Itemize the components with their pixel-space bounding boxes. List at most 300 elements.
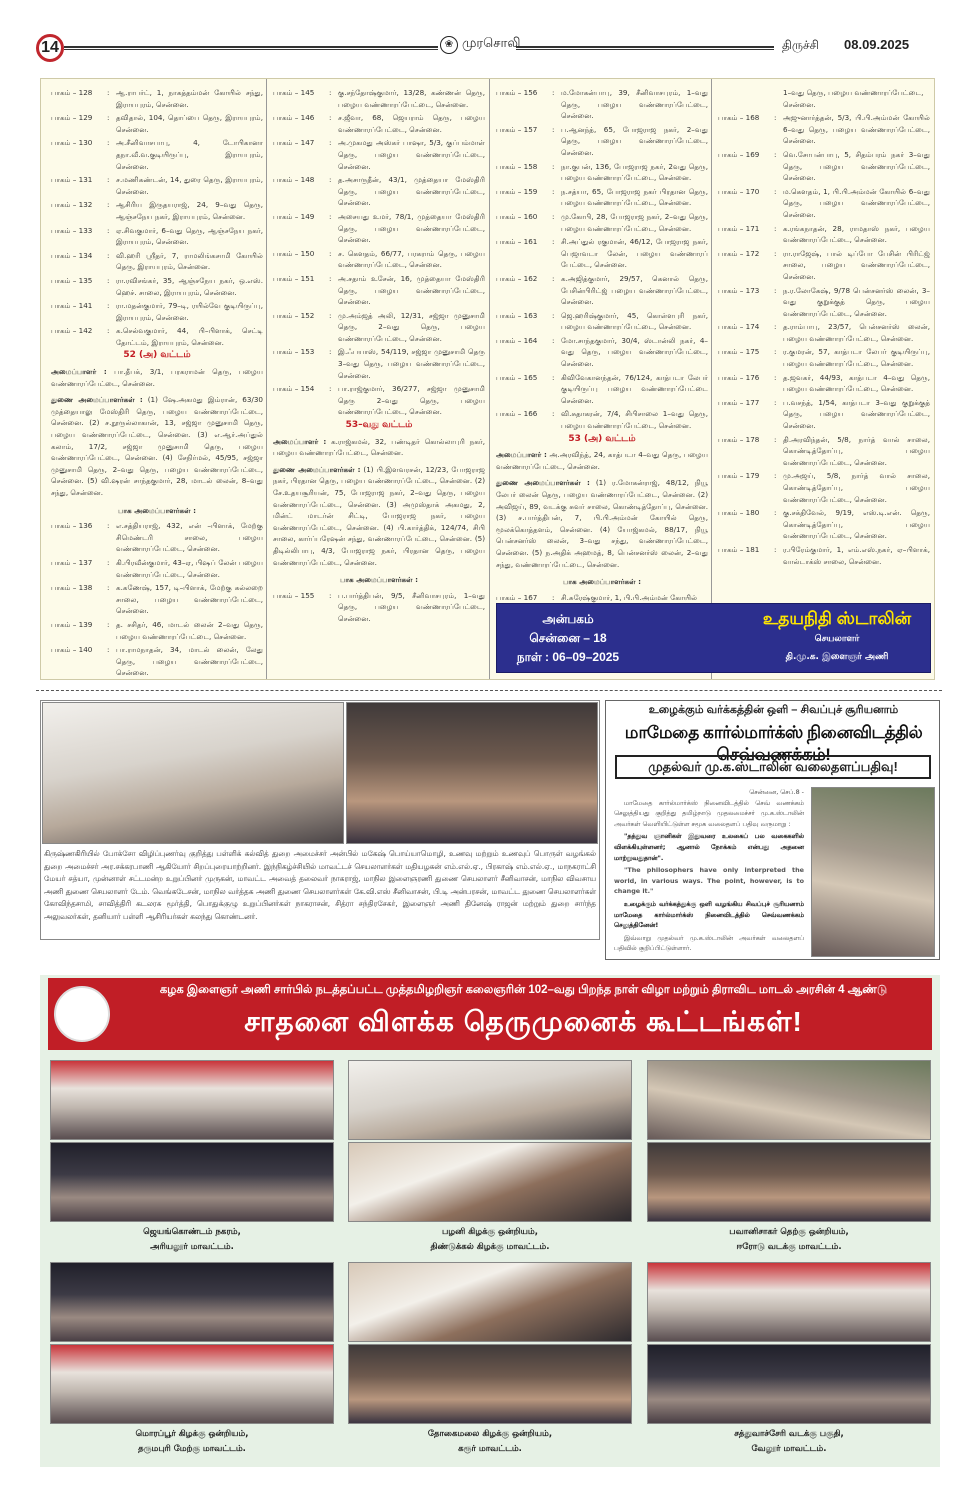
booth-label: பாகம் – 164 [496, 335, 538, 345]
booth-label: பாகம் – 131 [51, 175, 93, 185]
booth-organizer: ப.பார்த்திபன், 9/5, சீனிவாசபுரம், 1–வது தெரு, பழைய வண்ணாரப்பேட்டை, சென்னை. [338, 590, 485, 623]
booth-entry [496, 236, 708, 271]
signature-line: நாள் : 06–09–2025 [516, 650, 620, 664]
booth-entry [718, 434, 930, 469]
booth-entry [718, 112, 930, 147]
booth-label: பாகம் – 172 [718, 248, 760, 258]
caption-line: வேலூர் மாவட்டம். [751, 1444, 827, 1454]
booth-entry [718, 507, 930, 542]
booth-organizer: மு.அம்ஜத் அலி, 12/31, சஜ்ஜா முனுசாமி தெரு, 2–வது தெரு, பழைய வண்ணாரப்பேட்டை, சென்னை. [338, 310, 485, 343]
page-header [36, 32, 942, 62]
separator: : [329, 88, 332, 97]
booth-label: பாகம் – 149 [273, 211, 315, 221]
separator: : [329, 113, 332, 123]
separator: : [329, 347, 332, 357]
article-subhead: முதல்வர் மு.க.ஸ்டாலின் வலைதளப்பதிவு! [615, 755, 931, 779]
booth-label: பாகம் – 171 [718, 223, 760, 233]
booth-organizer: கு.சக்திவேல், 9/19, எஸ்.டி.என். தெரு, கொண்டித்தோப்பு, பழைய வண்ணாரப்பேட்டை, சென்னை. [783, 508, 930, 541]
booth-organizer: இ.ஃபயாஸ், 54/119, சஜ்ஜா முனுசாமி தெரு 3–வது தெரு, பழைய வண்ணாரப்பேட்டை, சென்னை. [338, 347, 485, 380]
booth-entry [51, 582, 263, 617]
booth-label: பாகம் – 146 [273, 113, 315, 123]
separator: : [107, 301, 110, 311]
booth-entry [273, 310, 485, 345]
booth-organizer: ரா.மதன்குமார், 79–டி, ரயில்வே குடியிருப்பு, இராயபுரம், சென்னை. [116, 301, 263, 322]
signature-line: அன்பகம் [542, 612, 594, 626]
booth-label: பாகம் – 161 [496, 237, 538, 247]
signatory-role: செயலாளர் [814, 634, 860, 644]
organizer-paragraph [496, 449, 708, 472]
booth-entry [273, 87, 485, 110]
booth-organizer: ம.கௌதம், 1, பி.பி.அம்மன் கோயில் 6–வது தெரு, பழைய வண்ணாரப்பேட்டை, சென்னை. [783, 186, 930, 219]
booth-organizer: கு.சந்தோஷ்குமார், 13/28, கண்ணன் தெரு, பழைய வண்ணாரப்பேட்டை, சென்னை. [338, 88, 485, 109]
booth-label: பாகம் – 134 [51, 250, 93, 260]
separator: : [552, 124, 555, 134]
organizer-details: (1) ர.மோகன்ராஜ், 48/12, நியூ லேபர் லைன் தெரு, பழைய வண்ணாரப்பேட்டை, சென்னை. (2) அவிஜய், 89, வடக்கு சுவர் சாலை, கொண்டித்தோப்பு, சென்னை. (3) ச.பார்த்திபன், 7, பி.பி.அம்மன் கோயில் தெரு, மூலக்கொத்தளம், சென்னை. (4) யோஜ்கமல், 88/17, நியூ பென்சனர்ஸ் லைன், 3–வது சந்து, வண்ணாரப்பேட்டை, சென்னை. (5) ந.அதிக் அஹமத், 8, பென்சனர்ஸ் லைன், 2–வது சந்து, வண்ணாரப்பேட்டை, சென்னை. [496, 478, 708, 569]
organizers-list-section [40, 78, 935, 680]
organizer-details: (1) பி.இளவரசன், 12/23, போஜராஜ நகர், பிரதான தெரு, பழைய வண்ணாரப்பேட்டை, சென்னை. (2) சே.உதயசூரியன், 75, போஜராஜ நகர், 2–வது தெரு, பழைய வண்ணாரப்பேட்டை, சென்னை. (3) அமுஸ்தாக் அகமது, 2, மின்ட் மாடர்ன் சிட்டி, போஜராஜ நகர், பழைய வண்ணாரப்பேட்டை, சென்னை. (4) பி.கார்த்திக், 124/74, சிபி சாலை, கார்ப்பரேஷன் சந்து, வண்ணாரப்பேட்டை, சென்னை. (5) திடில்லிபாபு, 4/3, போஜராஜ நகர், பிரதான தெரு, பழைய வண்ணாரப்பேட்டை, சென்னை. [273, 464, 485, 567]
separator: : [107, 113, 110, 123]
booth-entry [51, 112, 263, 135]
photo-marx-memorial [811, 787, 935, 957]
booth-entry [496, 87, 708, 122]
booth-organizer: நா.குபன், 136, போஜராஜ நகர், 2வது தெரு, பழைய வண்ணாரப்பேட்டை, சென்னை. [561, 161, 708, 183]
article-headline: மாமேதை கார்ல்மார்க்ஸ் நினைவிடத்தில் செவ்வணக்கம்! [624, 723, 923, 764]
booth-entry [496, 372, 708, 407]
meeting-photo [348, 1344, 632, 1424]
booth-label: பாகம் – 160 [496, 211, 538, 221]
booth-entry [718, 149, 930, 184]
booth-entry [51, 174, 263, 197]
column-divider [266, 79, 267, 679]
organizer-paragraph [273, 464, 485, 568]
separator: : [107, 619, 110, 629]
booth-organizer: ச.ஜீவா, 68, ஜெயராம் தெரு, பழைய வண்ணாரப்பேட்டை, சென்னை. [338, 113, 485, 134]
booth-organizer: ச.மணிகண்டன், 14, துரை தெரு, இராயபுரம், சென்னை. [116, 175, 263, 196]
booth-entry [51, 520, 263, 555]
drum-logo-icon: ❀ [440, 36, 458, 54]
booth-label: பாகம் – 153 [273, 347, 315, 357]
separator: : [552, 88, 555, 97]
ward-heading: 53–வது வட்டம் [345, 420, 413, 431]
booth-organizer: தவிதால், 104, தொப்பை தெரு, இராயபுரம், சென்னை. [116, 113, 263, 134]
signature-box [496, 603, 931, 673]
organizer-details: க.ராஜ்கமல், 32, பண்டிதர் கொல்லாபுரி நகர், பழைய வண்ணாரப்பேட்டை, சென்னை. [273, 436, 485, 458]
booth-entry [273, 273, 485, 308]
separator: : [329, 175, 332, 185]
booth-organizer: க.ரங்கநாதன், 28, ராமதாஸ் நகர், பழைய வண்ணாரப்பேட்டை, சென்னை. [783, 223, 930, 245]
meeting-photo [647, 1060, 931, 1140]
booth-organizer: க.அஜித்குமார், 29/57, கெனால் தெரு, பேசின்பிரிட்ஜ் பழைய வண்ணாரப்பேட்டை, சென்னை. [561, 273, 708, 307]
separator: : [107, 175, 110, 185]
booth-label: பாகம் – 180 [718, 508, 760, 518]
booth-entry [273, 248, 485, 271]
booth-label: பாகம் – 157 [496, 124, 538, 134]
booth-organizer: ர.பிரேம்குமார், 1, எம்.எஸ்.நகர், ஏ–பிளாக், வால்டாக்ஸ் சாலை, சென்னை. [783, 544, 930, 566]
booth-label: பாகம் – 135 [51, 275, 93, 285]
signature-line: சென்னை – 18 [529, 631, 607, 645]
separator: : [552, 409, 555, 419]
booth-label: பாகம் – 129 [51, 113, 93, 123]
separator: : [552, 237, 555, 247]
paragraph: உழைக்கும் வர்க்கத்துக்கு ஒளி வழங்கிய சிவப்புச் சூரியனாம் மாமேதை கார்ல்மார்க்ஸ் நினைவிடத்தில் செவ்வணக்கம் செலுத்தினேன்! [614, 899, 804, 930]
banner-title: சாதனை விளக்க தெருமுனைக் கூட்டங்கள்! [244, 1006, 803, 1037]
booth-entry [273, 174, 485, 209]
role-label: அமைப்பாளர் : [496, 450, 547, 460]
photo-caption [50, 1225, 334, 1255]
booth-organizer: மு.கோபி, 28, போஜராஜ நகர், 2–வது தெரு, பழைய வண்ணாரப்பேட்டை, சென்னை. [561, 211, 708, 233]
booth-organizer: பா.ராமநாதன், 34, மாடல் லைன், லேது தெரு, பழைய வண்ணாரப்பேட்டை, சென்னை. [116, 645, 263, 678]
booth-entry [718, 223, 930, 246]
separator: : [552, 161, 555, 171]
booth-organizer: த.ராம்பாபு, 23/57, பென்சனர்ஸ் லைன், பழைய வண்ணாரப்பேட்டை, சென்னை. [783, 322, 930, 343]
booth-label: பாகம் – 133 [51, 225, 93, 235]
paragraph: மாமேதை கார்ல்மார்க்ஸ் நினைவிடத்தில் செவ் வணக்கம் செலுத்தியது குறித்து தமிழ்நாடு முதலமைச்சர் மு.க.ஸ்டாலின் அவர்கள் வெளியிட்டுள்ள சமூக வலைதளப் பதிவு வருமாறு : [614, 798, 804, 828]
photo-caption [348, 1225, 632, 1255]
subheading: பாக அமைப்பாளர்கள் : [118, 505, 196, 515]
text-column [273, 87, 485, 627]
booth-organizer: க.கணேஷ், 157, டி–பிளாக், மேற்கு கல்லறை சாலை, பழைய வண்ணாரப்பேட்டை, சென்னை. [116, 583, 263, 616]
role-label: துணை அமைப்பாளர்கள் : [496, 478, 590, 488]
booth-entry [496, 186, 708, 209]
booth-label: பாகம் – 145 [273, 88, 315, 97]
separator: : [107, 225, 110, 235]
booth-label: பாகம் – 147 [273, 138, 315, 148]
booth-entry [273, 137, 485, 172]
photo-caption [647, 1225, 931, 1255]
separator: : [774, 113, 777, 123]
booth-label: பாகம் – 162 [496, 273, 538, 283]
booth-label: பாகம் – 159 [496, 186, 538, 196]
signatory [747, 608, 927, 666]
booth-organizer: அ.சதாம் உசேன், 16, முத்தையா மேஸ்திரி தெரு, பழைய வண்ணாரப்பேட்டை, சென்னை. [338, 273, 485, 307]
booth-label: பாகம் – 130 [51, 138, 93, 148]
role-label: துணை அமைப்பாளர்கள் : [273, 464, 361, 474]
text-column [51, 87, 263, 681]
booth-organizer: வி.சுதாகரன், 7/4, சிபிசாலை 1–வது தெரு, பழைய வண்ணாரப்பேட்டை, சென்னை. [561, 409, 708, 431]
booth-label: பாகம் – 168 [718, 113, 760, 123]
separator: : [107, 250, 110, 260]
dateline: சென்னை, செப்.8 - [749, 788, 804, 796]
booth-entry [273, 590, 485, 625]
booth-entry [51, 557, 263, 580]
column-divider [711, 79, 712, 679]
meeting-photo [50, 1262, 334, 1342]
booth-label: பாகம் – 150 [273, 248, 315, 258]
booth-label: பாகம் – 176 [718, 372, 760, 382]
booth-label: பாகம் – 132 [51, 200, 93, 210]
caption-line: ஜெயங்கொண்டம் நகரம், [143, 1227, 241, 1237]
separator: : [774, 372, 777, 382]
booth-entry [496, 592, 708, 604]
role-label: அமைப்பாளர் : [51, 367, 107, 377]
marx-article [605, 700, 940, 960]
photo-caption [50, 1427, 334, 1457]
caption-line: பவானிசாகர் தெற்கு ஒன்றியம், [729, 1227, 849, 1237]
booth-entry [51, 644, 263, 679]
booth-label: பாகம் – 148 [273, 175, 315, 185]
ward-heading: 52 (அ) வட்டம் [123, 350, 191, 361]
booth-label: பாகம் – 181 [718, 544, 760, 554]
separator: : [329, 248, 332, 258]
organizer-paragraph [273, 436, 485, 459]
booth-entry [273, 383, 485, 418]
booth-label: பாகம் – 165 [496, 372, 538, 382]
booth-label: பாகம் – 167 [496, 592, 538, 602]
separator: : [774, 322, 777, 332]
booth-organizer: ந.சத்யா, 65, போஜராஜ நகர் பிரதான தெரு, பழைய வண்ணாரப்பேட்டை, சென்னை. [561, 186, 708, 208]
booth-entry [718, 372, 930, 395]
booth-label: பாகம் – 151 [273, 273, 315, 283]
separator: : [107, 583, 110, 593]
booth-entry [273, 211, 485, 246]
booth-organizer: கி.பிரவீன்குமார், 43–ஏ, பிஷப் லேன் பழைய வண்ணாரப்பேட்டை, சென்னை. [116, 557, 263, 579]
booth-label: பாகம் – 179 [718, 471, 760, 481]
booth-label: பாகம் – 158 [496, 161, 538, 171]
booth-label: பாகம் – 174 [718, 322, 760, 332]
caption-line: அரியலூர் மாவட்டம். [150, 1242, 234, 1252]
booth-entry [51, 87, 263, 110]
caption-line: தருமபுரி மேற்கு மாவட்டம். [138, 1444, 246, 1454]
caption-line: ஈரோடு வடக்கு மாவட்டம். [736, 1242, 842, 1252]
separator: : [107, 88, 110, 97]
booth-organizer: ரா.ரவிசங்கர், 35, ஆஞ்சநேய நகர், ஒ.எஸ். ஹெச். சாலை, இராயபுரம், சென்னை. [116, 275, 263, 297]
meeting-photo [348, 1262, 632, 1342]
booth-entry [51, 619, 263, 642]
booth-label: பாகம் – 163 [496, 310, 538, 320]
booth-label: பாகம் – 138 [51, 583, 93, 593]
booth-label: பாகம் – 137 [51, 557, 93, 567]
separator: : [774, 544, 777, 554]
booth-organizer: ம.மோகன்பாபு, 39, சீனிவாசபுரம், 1–வது தெரு, பழைய வண்ணாரப்பேட்டை, சென்னை. [561, 88, 708, 121]
booth-organizer: கிவிவேகானந்தன், 76/124, காத்படா லேபர் குடியிருப்பு பழைய வண்ணாரப்பேட்டை சென்னை. [561, 372, 708, 405]
role-label: அமைப்பாளர் : [273, 436, 327, 446]
meeting-photo [647, 1344, 931, 1424]
booth-organizer: த.ஜவகர், 44/93, காத்படா 4–வது தெரு, பழைய வண்ணாரப்பேட்டை, சென்னை. [783, 372, 930, 394]
booth-label: பாகம் – 154 [273, 384, 315, 394]
separator: : [107, 275, 110, 285]
newspaper-name: முரசொலி [462, 36, 521, 51]
separator: : [552, 310, 555, 320]
separator: : [774, 186, 777, 196]
separator: : [552, 592, 555, 602]
meeting-photo [50, 1344, 334, 1424]
booth-organizer: சி.அப்துல் ரகுமான், 46/12, போஜராஜ நகர், பெஜாவடா லேன், பழைய வண்ணாரப் பேட்டை, சென்னை. [561, 237, 708, 270]
booth-organizer: பா.ராஜ்குமார், 36/277, சஜ்ஜா முனுசாமி தெரு 2–வது தெரு, பழைய வண்ணாரப்பேட்டை, சென்னை. [338, 384, 485, 417]
booth-label: பாகம் – 128 [51, 88, 93, 97]
booth-organizer: அஜுனார்த்தன், 5/3, பி.பி.அம்மன் கோயில் 6–வது தெரு, பழைய வண்ணாரப்பேட்டை, சென்னை. [783, 113, 930, 146]
separator: : [774, 285, 777, 295]
booth-label: பாகம் – 178 [718, 434, 760, 444]
booth-label: பாகம் – 140 [51, 645, 93, 655]
booth-organizer: ப.வசந்த், 1/54, காத்படா 3–வது குறுக்குத் தெரு, பழைய வண்ணாரப்பேட்டை, சென்னை. [783, 397, 930, 431]
separator: : [107, 557, 110, 567]
separator: : [107, 326, 110, 336]
booth-label: பாகம் – 141 [51, 301, 93, 311]
organizer-details: (1) ஷே.அகமது இம்ரான், 63/30 முத்தையாலு மேஸ்திரி தெரு, பழைய வண்ணாரப்பேட்டை, சென்னை. (2) ச.நூருல்லாகான், 13, சஜ்ஜா முனுசாமி தெரு, பழைய வண்ணாரப்பேட்டை, சென்னை. (3) எ.ஆர்.அப்துல் கலாம், 17/2, சஜ்ஜா முனுசாமி தெரு, பழைய வண்ணாரப்பேட்டை, சென்னை. (4) சேநிர்மல், 45/95, சஜ்ஜா முனுசாமி தெரு, 2–வது தெரு, பழைய வண்ணாரப்பேட்டை, சென்னை. (5) வி.ஷரன் சாந்தகுமார், 28, மாடல் லைன், 8–வது சந்து, சென்னை. [51, 395, 263, 497]
booth-organizer: அசையது உமர், 78/1, முத்தையா மேஸ்திரி தெரு, பழைய வண்ணாரப்பேட்டை, சென்னை. [338, 211, 485, 245]
booth-entry [51, 325, 263, 348]
booth-organizer: மோ.சாந்தகுமார், 30/4, ஸ்டான்லி நகர், 4–வது தெரு, பழைய வண்ணாரப்பேட்டை, சென்னை. [561, 335, 708, 369]
booth-organizer: வி.ஹரி ஸ்ரீதர், 7, ராமலிங்கசாமி கோயில் தெரு, இராயபுரம், சென்னை. [116, 250, 263, 272]
separator: : [774, 434, 777, 444]
subheading: பாக அமைப்பாளர்கள் : [563, 577, 641, 587]
booth-entry [718, 346, 930, 369]
booth-organizer: ப.ஆனந்த், 65, போஜராஜ நகர், 2–வது தெரு, பழைய வண்ணாரப்பேட்டை, சென்னை. [561, 124, 708, 157]
booth-entry [51, 250, 263, 273]
youth-wing-logo-icon [54, 986, 110, 1042]
booth-organizer: த.அசாருதீன், 43/1, முத்தையா மேஸ்திரி தெரு, பழைய வண்ணாரப்பேட்டை, சென்னை. [338, 175, 485, 208]
separator: : [552, 211, 555, 221]
separator: : [774, 223, 777, 233]
quote-tamil: "தத்துவ ஞானிகள் இதுவரை உலகைப் பல வகைகளில் விளக்கியுள்ளனர்; ஆனால் நோக்கம் என்பது அதனை மாற்றுவதுதான்". [614, 832, 804, 862]
booth-organizer: ச. கௌதம், 66/77, பரகராம் தெரு, பழைய வண்ணாரப்பேட்டை, சென்னை. [338, 248, 485, 270]
organizer-paragraph [496, 477, 708, 570]
booth-organizer: சி.சுரேஷ்குமார், 1, பி.பி.அம்மன் கோயில் [561, 592, 698, 602]
header-rule [516, 46, 774, 50]
edition-date: 08.09.2025 [844, 37, 910, 52]
booth-entry [496, 273, 708, 308]
booth-entry [273, 346, 485, 381]
booth-organizer: த. சசிதர், 46, மாடல் லைன் 2–வது தெரு, பழைய வண்ணாரப்பேட்டை, சென்னை. [116, 619, 263, 641]
booth-organizer: ஜெ.ஹரிஷ்குமார், 45, கொள்ளபுரி நகர், பழைய வண்ணாரப்பேட்டை, சென்னை. [561, 310, 708, 332]
separator: : [107, 200, 110, 210]
booth-organizer: ந.ர.லோகேஷ், 9/78 பென்சனர்ஸ் லைன், 3–வது குறுக்குத் தெரு, பழைய வண்ணாரப்பேட்டை, சென்னை. [783, 285, 930, 318]
booth-label: பாகம் – 173 [718, 285, 760, 295]
booth-label: பாகம் – 169 [718, 149, 760, 159]
article-kicker: உழைக்கும் வர்க்கத்தின் ஒளி – சிவப்புச் சூரியனாம் [648, 704, 899, 716]
booth-organizer: ஆ.ராபர்ட், 1, நாகத்தம்மன் கோயில் சந்து, இராயபுரம், சென்னை. [116, 88, 263, 109]
separator: : [329, 310, 332, 320]
booth-label: பாகம் – 177 [718, 397, 760, 407]
booth-label: பாகம் – 142 [51, 326, 93, 336]
caption-line: கரூர் மாவட்டம். [458, 1444, 522, 1454]
booth-entry [496, 310, 708, 333]
booth-entry [51, 275, 263, 298]
booth-organizer: அ.சீனிவாசபாபு, 4, டோபிகானா தநா.வீ.வ.குடியிருப்பு, இராயபுரம், சென்னை. [116, 138, 263, 171]
role-label: துணை அமைப்பாளர்கள் : [51, 395, 143, 405]
header-rule [64, 46, 438, 50]
booth-label: பாகம் – 152 [273, 310, 315, 320]
booth-entry [51, 199, 263, 222]
booth-entry [496, 335, 708, 370]
signature-place-date [503, 610, 633, 667]
caption-line: பழனி கிழக்கு ஒன்றியம், [441, 1227, 539, 1237]
booth-entry [718, 470, 930, 505]
photo-audience [346, 702, 598, 844]
signatory-org: தி.மு.க. இளைஞர் அணி [785, 652, 889, 662]
separator: : [329, 384, 332, 394]
section-divider [36, 690, 942, 691]
organizer-paragraph [51, 394, 263, 498]
separator: : [774, 471, 777, 481]
article-body [614, 787, 804, 956]
booth-organizer: வெ.சோபன்பாபு, 5, சிதம்பரம் நகர் 3–வது தெரு, பழைய வண்ணாரப்பேட்டை, சென்னை. [783, 149, 930, 183]
caption-line: தோகைமலை கிழக்கு ஒன்றியம், [427, 1429, 553, 1439]
meeting-photo [50, 1142, 334, 1222]
street-meetings-section [40, 975, 940, 1467]
separator: : [774, 397, 777, 407]
separator: : [552, 335, 555, 345]
photo-caption [348, 1427, 632, 1457]
booth-organizer: ஆசிரிய இருதயராஜ், 24, 9–வது தெரு, ஆஞ்சநேய நகர், இராயபுரம், சென்னை. [116, 200, 263, 221]
booth-label: பாகம் – 136 [51, 521, 93, 531]
meeting-photo [647, 1262, 931, 1342]
separator: : [774, 508, 777, 518]
paragraph: இவ்வாறு முதல்வர் மு.க.ஸ்டாலின் அவர்கள் வலைதளப் பதிவில் குறிப்பிட்டுள்ளார். [614, 933, 804, 953]
photo-caption [647, 1427, 931, 1457]
booth-entry [51, 137, 263, 172]
booth-label: பாகம் – 166 [496, 409, 538, 419]
quote-english: "The philosophers have only interpreted the world, in various ways. The point, however, is to change it." [614, 866, 804, 896]
booth-label: பாகம் – 170 [718, 186, 760, 196]
meeting-photo [647, 1142, 931, 1222]
booth-organizer: அ.முகமது அஸ்கர் பாஷா, 5/3, குப்பம்மாள் தெரு, பழைய வண்ணாரப்பேட்டை, சென்னை. [338, 138, 485, 171]
meeting-photo [348, 1060, 632, 1140]
caption-line: திண்டுக்கல் கிழக்கு மாவட்டம். [430, 1242, 550, 1252]
page-number: 14 [36, 34, 64, 62]
separator: : [107, 521, 110, 531]
text-column [496, 87, 708, 605]
meeting-photo [348, 1142, 632, 1222]
booth-label: பாகம் – 155 [273, 590, 315, 600]
section-banner [48, 978, 932, 1050]
separator: : [329, 273, 332, 283]
booth-entry [718, 544, 930, 567]
signatory-name: உதயநிதி ஸ்டாலின் [762, 609, 912, 628]
booth-entry [718, 186, 930, 221]
photo-caption: கிருஷ்ணகிரியில் போக்சோ விழிப்புணர்வு குறித்து பள்ளிக் கல்வித் துறை அமைச்சர் அன்பில் மகேஷ் பொய்யாமொழி, உணவு மற்றும் உணவுப் பொருள் வழங்கல் துறை அமைச்சர் அர.சக்கரபாணி ஆகியோர் சிறப்புரையாற்றினர். இந்நிகழ்ச்சியில் மாவட்டச் செயலாளர்கள் மதியழகன் எம்.எல்.ஏ., பிரகாஷ் எம்.எல்.ஏ., மாநகராட்சி மேயர் சத்யா, முன்னாள் சட்டமன்ற உறுப்பினர் முருகன், மாவட்ட அவைத் தலைவர் நாகராஜ், மாநில இளைஞரணி துணை செயலாளர் சீனிவாசன், மாநில விவசாய அணி துணை செயலாளர் டேம். வெங்கடேசன், மாநில வர்த்தக அணி துணை செயலாளர்கள் கே.வி.எஸ் சீனிவாசன், பி.டி அன்பரசன், மாவட்ட துணை செயலாளர்கள் கோவிந்தசாமி, சாவித்திரி கடலரசு மூர்த்தி, பொதுக்குழு உறுப்பினர்கள் நாகராசன், சித்ரா சந்திரசேகர், இளைஞர் அணி தினேஷ் ராஜன் மற்றும் துறை சார்ந்த அலுவலர்கள், தனியார் பள்ளி ஆசிரியர்கள் கலந்து கொண்டனர். [44, 849, 596, 921]
booth-organizer: ரா.ராஜேஷ், பால் டிப்போ பேசின் பிரிட்ஜ் சாலை, பழைய வண்ணாரப்பேட்டை, சென்னை. [783, 248, 930, 281]
booth-organizer: ர.குமரன், 57, காத்படா லேபர் குடியிருப்பு, பழைய வண்ணாரப்பேட்டை, சென்னை. [783, 347, 930, 369]
ward-heading: 53 (அ) வட்டம் [568, 433, 636, 444]
booth-entry [718, 285, 930, 320]
entry-continuation: 1–வது தெரு, பழைய வண்ணாரப்பேட்டை, சென்னை. [783, 88, 924, 109]
text-column [718, 87, 930, 569]
booth-entry [496, 161, 708, 184]
caption-line: சத்துவாச்சேரி வடக்கு பகுதி, [734, 1429, 844, 1439]
organizer-details: பா.தீபக், 3/1, பரகராமன் தெரு, பழைய வண்ணாரப்பேட்டை, சென்னை. [51, 367, 263, 388]
column-divider [489, 79, 490, 679]
organizer-details: அ.அரவிந்த், 24, காத்படா 4–வது தெரு, பழைய வண்ணாரப்பேட்டை, சென்னை. [496, 450, 708, 471]
separator: : [552, 372, 555, 382]
booth-organizer: ஏ.சிவகுமார், 6–வது தெரு, ஆஞ்சநேய நகர், இராயபுரம், சென்னை. [116, 225, 263, 247]
separator: : [329, 138, 332, 148]
organizer-paragraph [51, 366, 263, 389]
caption-line: மொரப்பூர் கிழக்கு ஒன்றியம், [135, 1429, 249, 1439]
booth-entry [718, 248, 930, 283]
separator: : [329, 590, 332, 600]
booth-entry [718, 321, 930, 344]
booth-entry [496, 408, 708, 431]
separator: : [774, 149, 777, 159]
separator: : [329, 211, 332, 221]
booth-organizer: தி.அரவிந்தன், 5/8, நார்த் வால் சாலை, கொண்டித்தோப்பு, பழைய வண்ணாரப்பேட்டை, சென்னை. [783, 434, 930, 467]
booth-entry [51, 225, 263, 248]
booth-entry [51, 300, 263, 323]
booth-entry [496, 124, 708, 159]
meeting-photo [50, 1060, 334, 1140]
booth-entry [496, 211, 708, 234]
booth-label: பாகம் – 175 [718, 347, 760, 357]
booth-organizer: எ.சத்தியராஜ், 432, என் –பிளாக், மேற்கு சிமெண்டரி சாலை, பழைய வண்ணாரப்பேட்டை, சென்னை. [116, 521, 263, 554]
separator: : [552, 186, 555, 196]
separator: : [107, 645, 110, 655]
separator: : [552, 273, 555, 283]
separator: : [774, 248, 777, 258]
photo-minister-speaking [42, 702, 344, 844]
booth-entry [273, 112, 485, 135]
separator: : [774, 347, 777, 357]
